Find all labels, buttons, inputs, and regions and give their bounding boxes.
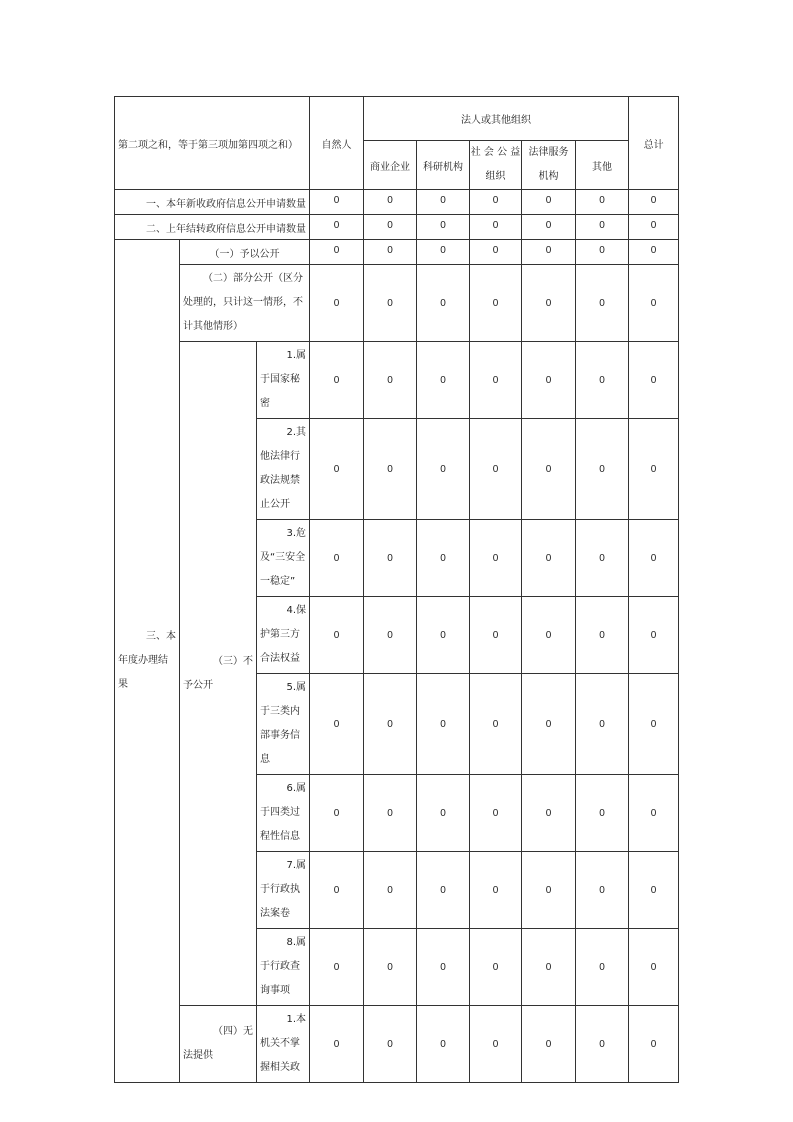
reason-line: 1.本 <box>286 1014 307 1025</box>
table-cell: 0 <box>417 520 470 597</box>
table-row <box>115 1006 679 1083</box>
reason-line: 及“三安全 <box>260 552 306 563</box>
table-cell: 0 <box>364 215 417 240</box>
table-cell: 0 <box>310 240 364 265</box>
table-cell: 0 <box>576 929 629 1006</box>
result-label <box>115 240 180 1083</box>
table-cell: 0 <box>364 240 417 265</box>
table-cell: 0 <box>470 265 522 342</box>
table-cell: 0 <box>522 419 576 520</box>
reason-label <box>257 674 310 775</box>
table-cell: 0 <box>522 674 576 775</box>
table-cell: 0 <box>522 520 576 597</box>
table-cell: 0 <box>629 215 679 240</box>
reason-line: 一稳定” <box>260 576 296 587</box>
header-corner: 第二项之和，等于第三项加第四项之和） <box>115 97 310 190</box>
table-cell: 0 <box>629 240 679 265</box>
table-cell: 0 <box>310 215 364 240</box>
table-cell: 0 <box>576 520 629 597</box>
table-cell: 0 <box>364 775 417 852</box>
table-cell: 0 <box>310 852 364 929</box>
header-research: 科研机构 <box>417 141 470 190</box>
table-cell: 0 <box>310 419 364 520</box>
table-cell: 0 <box>310 190 364 215</box>
table-cell: 0 <box>364 674 417 775</box>
table-cell: 0 <box>629 929 679 1006</box>
table-cell: 0 <box>629 1006 679 1083</box>
reason-line: 询事项 <box>260 985 290 996</box>
reason-line: 于国家秘 <box>260 374 300 385</box>
table-cell: 0 <box>417 190 470 215</box>
table-cell: 0 <box>629 342 679 419</box>
table-cell: 0 <box>576 215 629 240</box>
table-cell: 0 <box>417 1006 470 1083</box>
table-cell: 0 <box>629 190 679 215</box>
no-disclose-line: 予公开 <box>183 679 213 691</box>
header-legal-service-line: 法律服务 <box>528 147 569 158</box>
table-cell: 0 <box>629 775 679 852</box>
table-cell: 0 <box>522 1006 576 1083</box>
table-cell: 0 <box>522 775 576 852</box>
reason-line: 他法律行 <box>260 451 300 462</box>
table-cell: 0 <box>470 929 522 1006</box>
reason-line: 握相关政 <box>260 1062 300 1073</box>
table-cell: 0 <box>522 215 576 240</box>
reason-label <box>257 342 310 419</box>
reason-line: 机关不掌 <box>260 1038 300 1049</box>
table-cell: 0 <box>522 852 576 929</box>
header-natural-person: 自然人 <box>310 97 364 190</box>
table-cell: 0 <box>417 597 470 674</box>
no-disclose-label <box>180 342 257 1006</box>
reason-line: 于行政执 <box>260 884 300 895</box>
table-cell: 0 <box>310 265 364 342</box>
table-cell: 0 <box>364 929 417 1006</box>
result-label-line: 果 <box>118 679 128 690</box>
table-cell: 0 <box>310 342 364 419</box>
table-cell: 0 <box>629 419 679 520</box>
table-cell: 0 <box>576 852 629 929</box>
table-cell: 0 <box>522 240 576 265</box>
reason-label <box>257 1006 310 1083</box>
table-cell: 0 <box>576 342 629 419</box>
table-cell: 0 <box>310 775 364 852</box>
row-label: 二、上年结转政府信息公开申请数量 <box>115 215 310 240</box>
table-row <box>115 240 679 265</box>
reason-line: 合法权益 <box>260 653 300 664</box>
reason-line: 7.属 <box>286 860 307 871</box>
reason-label <box>257 852 310 929</box>
partial-label-line: 计其他情形） <box>183 321 243 332</box>
reason-line: 6.属 <box>286 783 307 794</box>
disclose-label: （一）予以公开 <box>180 240 310 265</box>
table-cell: 0 <box>470 775 522 852</box>
table-cell: 0 <box>364 1006 417 1083</box>
header-social-line: 组织 <box>485 171 506 182</box>
table-cell: 0 <box>364 597 417 674</box>
reason-label <box>257 520 310 597</box>
table-cell: 0 <box>629 520 679 597</box>
unable-line: 法提供 <box>183 1050 213 1061</box>
table-cell: 0 <box>417 929 470 1006</box>
table-cell: 0 <box>310 929 364 1006</box>
header-total: 总计 <box>629 97 679 190</box>
table-row <box>115 265 679 342</box>
table-cell: 0 <box>470 419 522 520</box>
table-cell: 0 <box>417 240 470 265</box>
header-commercial: 商业企业 <box>364 141 417 190</box>
table-cell: 0 <box>576 775 629 852</box>
reason-line: 护第三方 <box>260 629 300 640</box>
table-cell: 0 <box>470 342 522 419</box>
reason-line: 于行政查 <box>260 961 300 972</box>
table-cell: 0 <box>629 265 679 342</box>
table-cell: 0 <box>310 674 364 775</box>
reason-line: 8.属 <box>286 937 307 948</box>
table-cell: 0 <box>576 265 629 342</box>
header-social-org <box>470 141 522 190</box>
reason-line: 部事务信 <box>260 730 300 741</box>
reason-label <box>257 775 310 852</box>
table-cell: 0 <box>576 597 629 674</box>
table-cell: 0 <box>470 190 522 215</box>
table-cell: 0 <box>522 597 576 674</box>
reason-label <box>257 929 310 1006</box>
no-disclose-line: （三）不 <box>213 655 253 667</box>
table-cell: 0 <box>629 597 679 674</box>
header-other: 其他 <box>576 141 629 190</box>
reason-line: 息 <box>260 754 270 765</box>
partial-label <box>180 265 310 342</box>
reason-label <box>257 597 310 674</box>
reason-label <box>257 419 310 520</box>
table-row <box>115 342 679 419</box>
header-legal-service <box>522 141 576 190</box>
table-cell: 0 <box>470 852 522 929</box>
table-cell: 0 <box>364 852 417 929</box>
table-cell: 0 <box>364 190 417 215</box>
table-cell: 0 <box>522 190 576 215</box>
reason-line: 3.危 <box>286 528 307 539</box>
table-cell: 0 <box>576 674 629 775</box>
table-cell: 0 <box>629 674 679 775</box>
table-cell: 0 <box>522 342 576 419</box>
result-label-line: 三、本 <box>146 631 176 642</box>
statistics-table <box>114 96 679 1083</box>
partial-label-line: 处理的，只计这一情形，不 <box>183 297 303 308</box>
result-label-line: 年度办理结 <box>118 655 168 666</box>
table-cell: 0 <box>310 520 364 597</box>
table-cell: 0 <box>576 190 629 215</box>
unable-line: （四）无 <box>213 1026 253 1037</box>
reason-line: 2.其 <box>286 427 307 438</box>
table-row <box>115 215 679 240</box>
table-cell: 0 <box>417 215 470 240</box>
reason-line: 4.保 <box>286 605 307 616</box>
table-cell: 0 <box>576 240 629 265</box>
reason-line: 程性信息 <box>260 831 300 842</box>
table-cell: 0 <box>364 265 417 342</box>
table-cell: 0 <box>310 1006 364 1083</box>
reason-line: 1.属 <box>286 350 307 361</box>
reason-line: 法案卷 <box>260 908 290 919</box>
reason-line: 止公开 <box>260 499 290 510</box>
partial-label-line: （二）部分公开（区分 <box>203 273 303 284</box>
table-cell: 0 <box>470 240 522 265</box>
table-cell: 0 <box>470 674 522 775</box>
reason-line: 于三类内 <box>260 706 300 717</box>
table-cell: 0 <box>629 852 679 929</box>
reason-line: 政法规禁 <box>260 475 300 486</box>
row-label: 一、本年新收政府信息公开申请数量 <box>115 190 310 215</box>
table-cell: 0 <box>470 1006 522 1083</box>
table-cell: 0 <box>417 419 470 520</box>
unable-label <box>180 1006 257 1083</box>
table-cell: 0 <box>417 775 470 852</box>
reason-line: 5.属 <box>286 682 307 693</box>
header-legal-group: 法人或其他组织 <box>364 97 629 141</box>
table-row <box>115 190 679 215</box>
table-cell: 0 <box>470 215 522 240</box>
table-cell: 0 <box>417 674 470 775</box>
table-cell: 0 <box>576 419 629 520</box>
table-cell: 0 <box>364 342 417 419</box>
table-cell: 0 <box>417 342 470 419</box>
reason-line: 于四类过 <box>260 807 300 818</box>
table-cell: 0 <box>310 597 364 674</box>
table-cell: 0 <box>417 265 470 342</box>
header-social-line: 社 会 公 益 <box>470 147 521 158</box>
reason-line: 密 <box>260 398 270 409</box>
table-cell: 0 <box>364 520 417 597</box>
table-cell: 0 <box>522 265 576 342</box>
table-cell: 0 <box>522 929 576 1006</box>
header-legal-service-line: 机构 <box>538 171 559 182</box>
table-cell: 0 <box>576 1006 629 1083</box>
table-cell: 0 <box>364 419 417 520</box>
table-cell: 0 <box>470 520 522 597</box>
table-cell: 0 <box>470 597 522 674</box>
table-cell: 0 <box>417 852 470 929</box>
